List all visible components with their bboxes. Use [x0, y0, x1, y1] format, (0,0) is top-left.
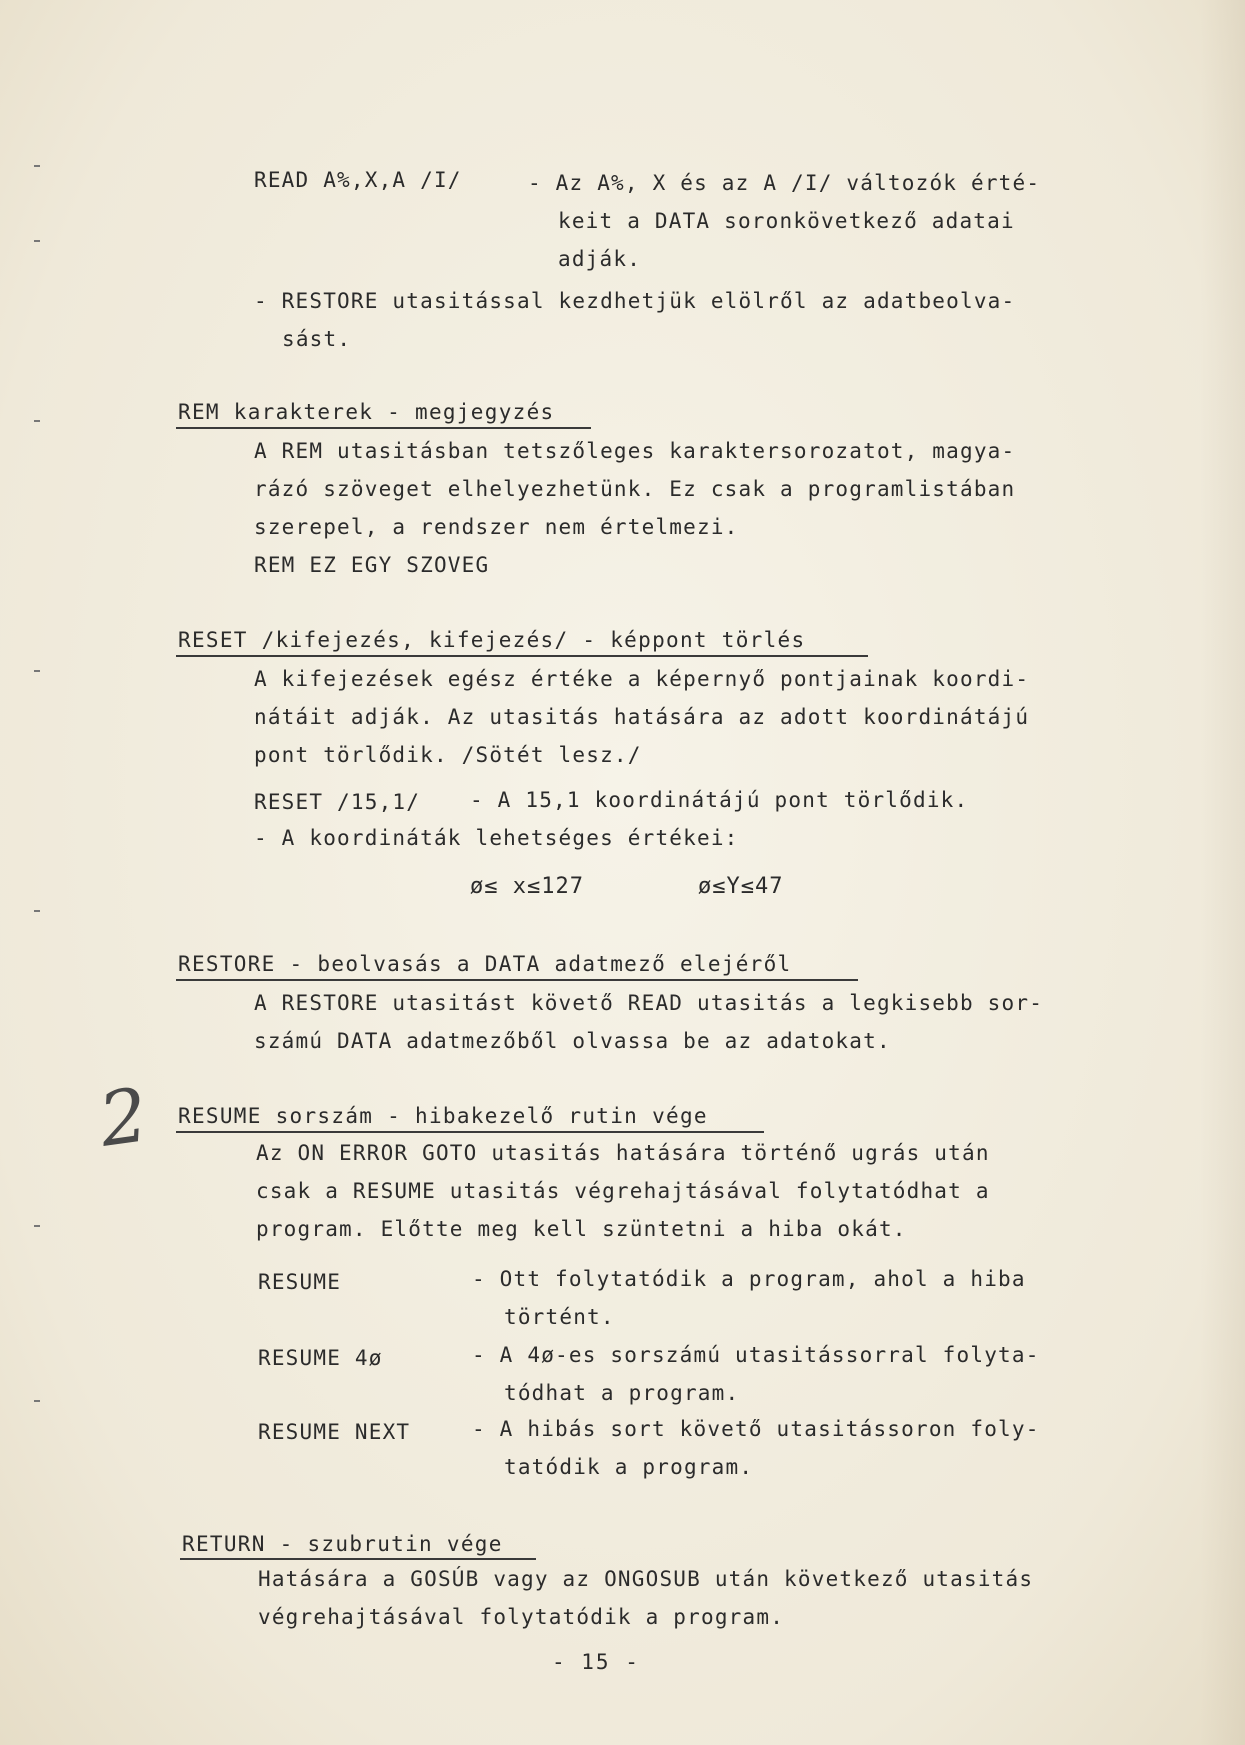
resume-body — [256, 1134, 990, 1248]
edge-mark — [34, 240, 40, 242]
read-description — [528, 164, 1040, 278]
text-line: A kifejezések egész értéke a képernyő pontjainak koordi- — [254, 667, 1030, 691]
resume-example-cmd: RESUME NEXT — [258, 1420, 411, 1444]
return-heading: RETURN - szubrutin vége — [182, 1532, 503, 1556]
text-line: pont törlődik. /Sötét lesz./ — [254, 743, 642, 767]
page-shadow — [1200, 0, 1245, 1745]
edge-mark — [34, 1225, 40, 1227]
edge-mark — [34, 910, 40, 912]
reset-example-cmd: RESET /15,1/ — [254, 790, 421, 814]
rem-heading: REM karakterek - megjegyzés — [178, 400, 555, 424]
text-line: történt. — [504, 1305, 615, 1329]
rem-body — [254, 432, 1015, 584]
edge-mark — [34, 420, 40, 422]
edge-mark — [34, 670, 40, 672]
rem-example: REM EZ EGY SZOVEG — [254, 553, 490, 577]
reset-example-desc: - A 15,1 koordinátájú pont törlődik. — [470, 788, 969, 812]
restore-heading: RESTORE - beolvasás a DATA adatmező elejéről — [178, 952, 792, 976]
reset-range-x: ø≤ x≤127 — [470, 874, 584, 899]
reset-range-y: ø≤Y≤47 — [698, 874, 784, 899]
edge-mark — [34, 1400, 40, 1402]
read-note — [254, 282, 1015, 358]
text-line: nátáit adják. Az utasitás hatására az adott koordinátájú — [254, 705, 1030, 729]
resume-example-desc — [472, 1336, 1040, 1412]
text-line: sást. — [282, 327, 352, 351]
text-line: - Az A%, X és az A /I/ változók érté- — [528, 171, 1041, 195]
handwritten-margin-note: 2 — [94, 1072, 153, 1164]
text-line: - A hibás sort követő utasitássoron foly- — [472, 1417, 1040, 1441]
text-line: szerepel, a rendszer nem értelmezi. — [254, 515, 739, 539]
read-command: READ A%,X,A /I/ — [254, 168, 462, 192]
resume-example-desc — [472, 1410, 1040, 1486]
resume-example-cmd: RESUME — [258, 1270, 342, 1294]
resume-example-cmd: RESUME 4ø — [258, 1346, 383, 1370]
text-line: A RESTORE utasitást követő READ utasitás a legkisebb sor- — [254, 991, 1044, 1015]
text-line: tatódik a program. — [504, 1455, 754, 1479]
text-line: program. Előtte meg kell szüntetni a hiba okát. — [256, 1217, 907, 1241]
text-line: adják. — [558, 247, 642, 271]
return-body — [258, 1560, 1033, 1636]
reset-body — [254, 660, 1029, 774]
text-line: tódhat a program. — [504, 1381, 740, 1405]
text-line: Hatására a GOSÚB vagy az ONGOSUB után következő utasitás — [258, 1567, 1034, 1591]
resume-heading: RESUME sorszám - hibakezelő rutin vége — [178, 1104, 708, 1128]
text-line: rázó szöveget elhelyezhetünk. Ez csak a programlistában — [254, 477, 1016, 501]
text-line: keit a DATA soronkövetkező adatai — [558, 209, 1015, 233]
text-line: csak a RESUME utasitás végrehajtásával folytatódhat a — [256, 1179, 990, 1203]
text-line: végrehajtásával folytatódik a program. — [258, 1605, 785, 1629]
text-line: - A 4ø-es sorszámú utasitássorral folyta- — [472, 1343, 1040, 1367]
page-number: - 15 - — [552, 1650, 640, 1674]
edge-mark — [34, 165, 40, 167]
resume-underline — [176, 1131, 764, 1133]
rem-underline — [176, 427, 591, 429]
text-line: számú DATA adatmezőből olvassa be az adatokat. — [254, 1029, 891, 1053]
reset-heading: RESET /kifejezés, kifejezés/ - képpont törlés — [178, 628, 806, 652]
text-line: A REM utasitásban tetszőleges karaktersorozatot, magya- — [254, 439, 1016, 463]
text-line: Az ON ERROR GOTO utasitás hatására történő ugrás után — [256, 1141, 990, 1165]
reset-values-intro: - A koordináták lehetséges értékei: — [254, 826, 739, 850]
restore-body — [254, 984, 1043, 1060]
restore-underline — [176, 979, 858, 981]
text-line: - RESTORE utasitással kezdhetjük elölről az adatbeolva- — [254, 289, 1016, 313]
reset-underline — [176, 655, 868, 657]
text-line: - Ott folytatódik a program, ahol a hiba — [472, 1267, 1026, 1291]
resume-example-desc — [472, 1260, 1026, 1336]
